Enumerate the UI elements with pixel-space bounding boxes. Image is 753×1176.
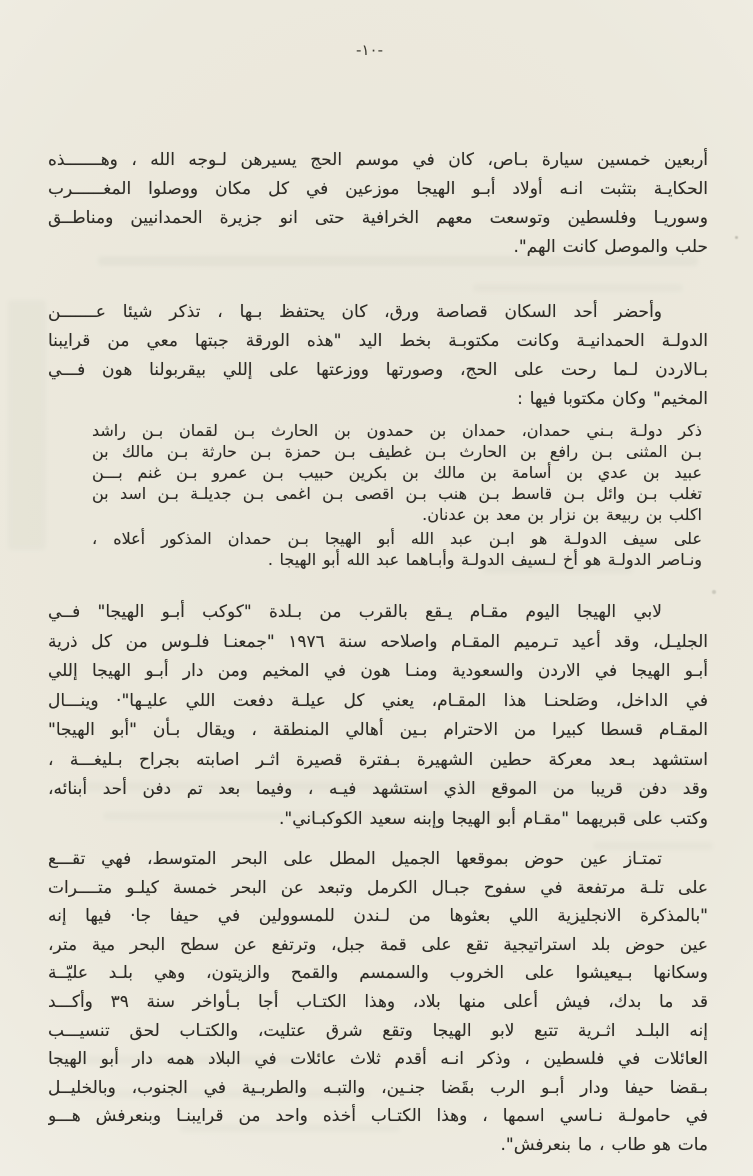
text-line: مات هو طاب ، ما بنعرفش". [500, 1134, 708, 1155]
text-line: وأحضر أحد السكان قصاصة ورق، كان يحتفظ بـها ، تذكر شيئا عـــــــن [48, 302, 662, 322]
ink-speck [735, 236, 738, 239]
text-line: المقـام قسطا كبيرا من الاحترام بـين أهالي المنطقة ، ويقال بـأن "أبو الهيجا" [48, 720, 708, 740]
paragraph-ein-hawd [48, 845, 708, 1160]
text-line: إنه البلـد اثـرية تتبع لابو الهيجا وتقع شرق عتليت، والكتـاب لحق تنسيـــب [48, 1020, 708, 1041]
text-line: حلب والموصل كانت الهم". [513, 237, 708, 257]
paragraph-hajj-buses [48, 146, 708, 262]
text-line: تغلب بـن وائل بـن قاسط بـن هنب بـن اقصى بـن اغمى بـن جديلـة بـن اسد بن [92, 484, 702, 503]
text-line: عبيد بن عدي بن أسامة بن مالك بن بكرين حبيب بـن عمرو بـن غنم بـــن [92, 463, 702, 482]
text-line: المخيم" وكان مكتوبا فيها : [517, 389, 708, 409]
text-line: اكلب بن ربيعة بن نزار بن معد بن عدنان. [422, 505, 702, 524]
text-line: تمتـاز عين حوض بموقعها الجميل المطل على البحر المتوسط، فهي تقـــع [48, 849, 662, 869]
text-line: أربعين خمسين سيارة بـاص، كان في موسم الحج يسيرهن لـوجه الله ، وهـــــــذه [48, 150, 708, 170]
paragraph-maqam [48, 598, 708, 834]
text-line: وقد دفن قريبا من الموقع الذي استشهد فيـه ، وفيما بعد تم دفن أحد أبنائه، [48, 779, 708, 799]
paragraph-paper-scrap [48, 298, 708, 414]
text-line: في حامولـة نـاسي اسمها ، وهذا الكتـاب أخذه واحد من قرايبنـا وبنعرفش هـــو [48, 1106, 708, 1127]
text-line: على تلـة مرتفعة في سفوح جبـال الكرمل وتبعد عن البحر خمسة كيلـو متــــرات [48, 877, 708, 898]
text-line: ذكر دولـة بـني حمدان، حمدان بن حمدون بن الحارث بـن لقمان بـن راشد [92, 421, 702, 440]
text-line: الحكايـة بتثبت انـه أولاد أبـو الهيجا موزعين في كل مكان ووصلوا المغــــــرب [48, 179, 708, 199]
text-line: لابي الهيجا اليوم مقـام يـقع بالقرب من بـلدة "كوكب أبـو الهيجا" فــي [48, 602, 662, 622]
text-line: وسكانها بـيعيشوا على الخروب والسمسم والقمح والزيتون، وهي بلـد عليّــة [48, 963, 708, 984]
text-line: العائلات في فلسطين ، وذكر انـه أقدم ثلاث عائلات في البلاد همه دار أبو الهيجا [48, 1049, 708, 1070]
text-line: وكتب على قبريهما "مقـام أبو الهيجا وإبنه سعيد الكوكبـاني". [279, 808, 708, 829]
text-line: على سيف الدولـة هو ابـن عبد الله أبو الهيجا بـن حمدان المذكور أعلاه ، [92, 529, 702, 548]
text-line: استشهد بـعد معركة حطين الشهيرة بـفترة قصيرة اثـر اصابته بجراح بـليغـــة ، [48, 749, 708, 770]
bleed-through-smudge [8, 300, 46, 550]
text-line: عين حوض بلد استراتيجية تقع على قمة جبل، وترتفع عن سطح البحر مية متر، [48, 934, 708, 955]
text-line: بـن المثنى بـن رافع بن الحارث بـن غطيف بـن حمزة بـن حارثة بـن مالك بن [92, 442, 702, 461]
document-body [48, 146, 708, 1160]
quote-sayf-al-dawla [92, 528, 702, 570]
text-line: الدولـة الحمدانيـة وكانت مكتوبـة بخط اليد "هذه الورقة جبتها معي من قرايبنا [48, 331, 708, 351]
page-number: -١٠- [356, 41, 383, 59]
text-line: "بالمذكرة الانجليزية اللي بعثوها من لـندن للمسوولين في حيفا جا· فيها إنه [48, 906, 708, 927]
text-line: بـقضا حيفا ودار أبـو الرب بقَضا جنـين، والتبـه والطربـية في الجنوب، وبالخليــل [48, 1077, 708, 1098]
text-line: قد ما بدك، فيش أعلى منها بلاد، وهذا الكتـاب أجا بـأواخر سنة ٣٩ وأكـــد [48, 991, 708, 1012]
text-line: في الداخل، وصَلحنـا هذا المقـام، يعني كل عيلـة دفعت اللي عليـها"· وينـــال [48, 690, 708, 711]
ink-speck [712, 590, 716, 594]
text-line: أبـو الهيجا في الاردن والسعودية ومنـا هون في المخيم ومن دار أبـو الهيجا إللي [48, 661, 708, 681]
text-line: ونـاصر الدولـة هو أخ لـسيف الدولـة وأبـاهما عبد الله أبو الهيجا . [267, 550, 702, 569]
text-line: الجليـل، وقد أعيد تـرميم المقـام واصلاحه سنة ١٩٧٦ "جمعنـا فلـوس من كل ذرية [48, 631, 708, 652]
text-line: بـالاردن لـما رحت على الحج، وصورتها ووزعتها على إللي بيقربولنا هون فـــي [48, 360, 708, 380]
text-line: وسوريـا وفلسطين وتوسعت معهم الخرافية حتى انو جزيرة الحمدانيين ومناطــق [48, 208, 708, 228]
quote-hamdan-genealogy [92, 420, 702, 525]
